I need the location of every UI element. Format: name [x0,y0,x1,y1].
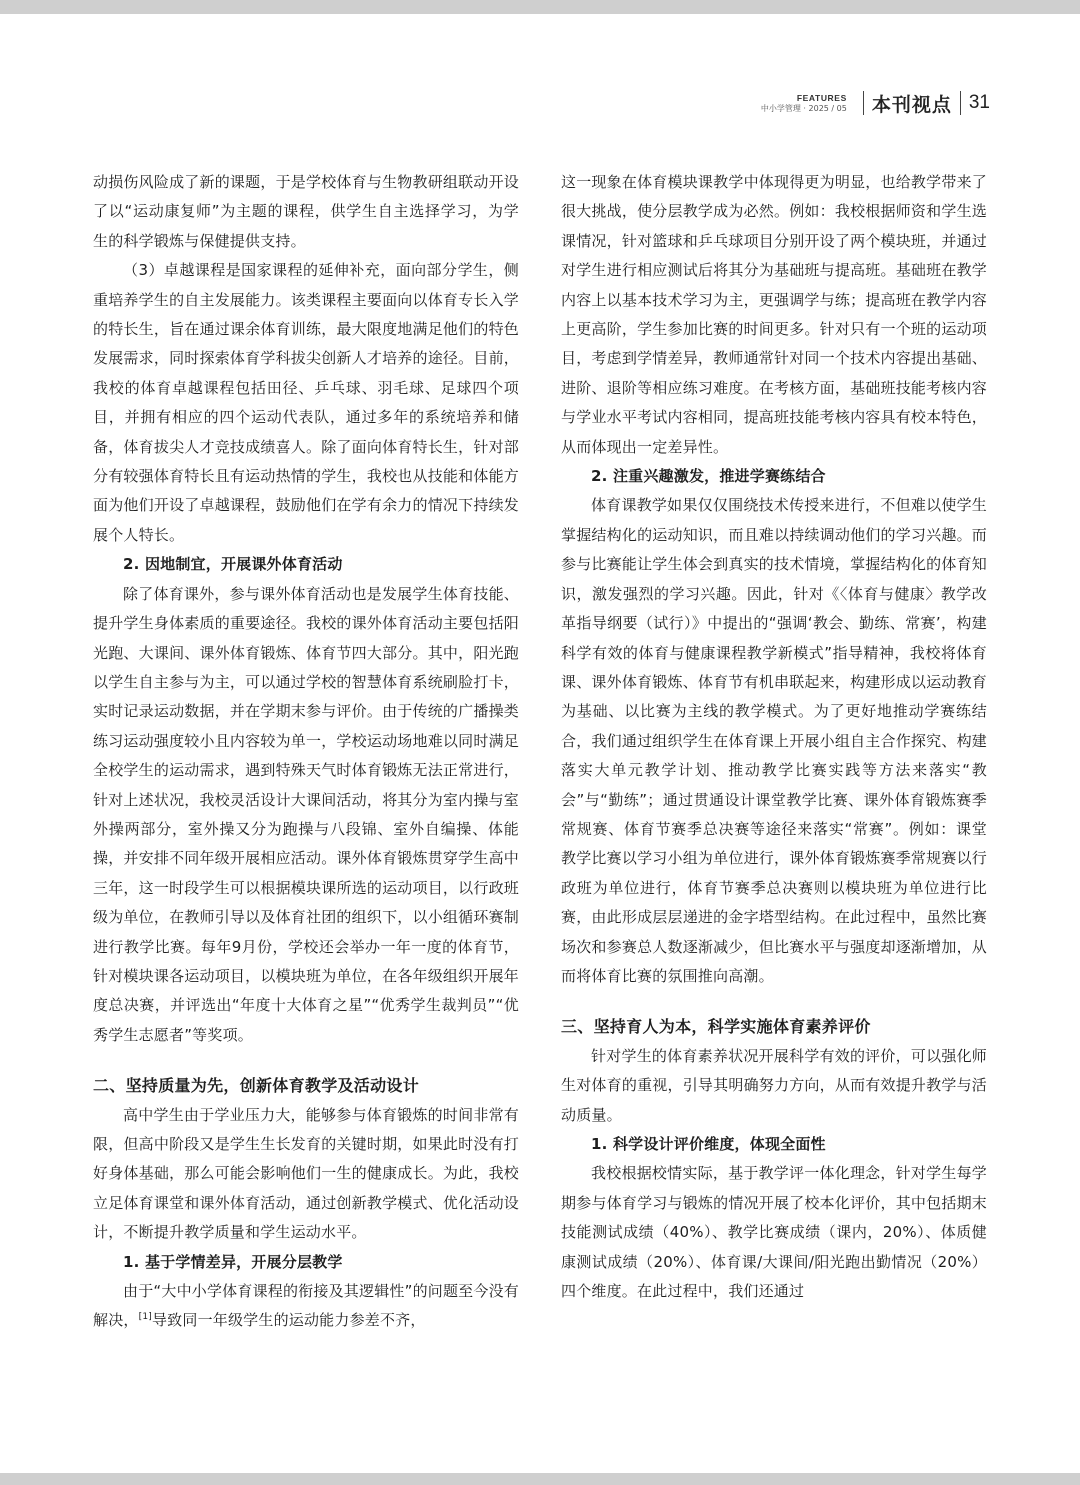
section-title: 本刊视点 [871,93,952,116]
left-column [93,168,519,1336]
right-column [561,168,987,1306]
spacer [561,991,987,1012]
footnote-ref: [1] [138,1312,152,1323]
paragraph-text: 由于“大中小学体育课程的衔接及其逻辑性”的问题至今没有解决， [93,1282,519,1330]
running-header [761,88,990,118]
page-number: 31 [968,92,990,113]
header-divider [960,91,961,115]
features-label: FEATURES [796,92,847,103]
paragraph-text: 导致同一年级学生的运动能力参差不齐， [151,1311,426,1330]
paragraph: 除了体育课外，参与课外体育活动也是发展学生体育技能、提升学生身体素质的重要途径。我校的课外体育活动主要包括阳光跑、大课间、课外体育锻炼、体育节四大部分。其中，阳光跑以学生自主参与为主，可以通过学校的智慧体育系统刷脸打卡，实时记录运动数据，并在学期末参与评价。由于传统的广播操类练习运动强度较小且内容较为单一，学校运动场地难以同时满足全校学生的运动需求，遇到特殊天气时体育锻炼无法正常进行，针对上述状况，我校灵活设计大课间活动，将其分为室内操与室外操两部分，室外操又分为跑操与八段锦、室外自编操、体能操，并安排不同年级开展相应活动。课外体育锻炼贯穿学生高中三年，这一时段学生可以根据模块课所选的运动项目，以行政班级为单位，在教师引导以及体育社团的组织下，以小组循环赛制进行教学比赛。每年9月份，学校还会举办一年一度的体育节，针对模块课各运动项目，以模块班为单位，在各年级组织开展年度总决赛，并评选出“年度十大体育之星”“优秀学生裁判员”“优秀学生志愿者”等奖项。 [93,584,519,1044]
journal-info [761,93,847,114]
paragraph [93,1277,519,1336]
paragraph: 我校根据校情实际，基于教学评一体化理念，针对学生每学期参与体育学习与锻炼的情况开展了校本化评价，其中包括期末技能测试成绩（40%）、教学比赛成绩（课内，20%）、体质健康测试成绩（20%）、体育课/大课间/阳光跑出勤情况（20%）四个维度。在此过程中，我们还通过 [561,1164,987,1301]
subsection-heading: 2. 注重兴趣激发，推进学赛练结合 [591,467,826,486]
section-heading: 三、坚持育人为本，科学实施体育素养评价 [561,1017,871,1037]
paragraph: 高中学生由于学业压力大，能够参与体育锻炼的时间非常有限，但高中阶段又是学生生长发育的关键时期，如果此时没有打好身体基础，那么可能会影响他们一生的健康成长。为此，我校立足体育课堂和课外体育活动，通过创新教学模式、优化活动设计，不断提升教学质量和学生运动水平。 [93,1105,519,1242]
bottom-border [0,1473,1080,1485]
paragraph: 动损伤风险成了新的课题，于是学校体育与生物教研组联动开设了以“运动康复师”为主题的课程，供学生自主选择学习，为学生的科学锻炼与保健提供支持。 [93,173,519,250]
paragraph: 针对学生的体育素养状况开展科学有效的评价，可以强化师生对体育的重视，引导其明确努力方向，从而有效提升教学与活动质量。 [561,1046,987,1124]
subsection-heading: 2. 因地制宜，开展课外体育活动 [123,555,343,574]
paragraph: 体育课教学如果仅仅围绕技术传授来进行，不但难以使学生掌握结构化的运动知识，而且难以持续调动他们的学习兴趣。而参与比赛能让学生体会到真实的技术情境，掌握结构化的体育知识，激发强烈的学习兴趣。因此，针对《〈体育与健康〉教学改革指导纲要（试行）》中提出的“强调‘教会、勤练、常赛’，构建科学有效的体育与健康课程教学新模式”指导精神，我校将体育课、课外体育锻炼、体育节有机串联起来，构建形成以运动教育为基础、以比赛为主线的教学模式。为了更好地推动学赛练结合，我们通过组织学生在体育课上开展小组自主合作探究、构建落实大单元教学计划、推动教学比赛实践等方法来落实“教会”与“勤练”；通过贯通设计课堂教学比赛、课外体育锻炼赛季常规赛、体育节赛季总决赛等途径来落实“常赛”。例如：课堂教学比赛以学习小组为单位进行，课外体育锻炼赛季常规赛以行政班为单位进行，体育节赛季总决赛则以模块班为单位进行比赛，由此形成层层递进的金字塔型结构。在此过程中，虽然比赛场次和参赛总人数逐渐减少，但比赛水平与强度却逐渐增加，从而将体育比赛的氛围推向高潮。 [561,496,987,985]
paragraph: （3）卓越课程是国家课程的延伸补充，面向部分学生，侧重培养学生的自主发展能力。该类课程主要面向以体育专长入学的特长生，旨在通过课余体育训练，最大限度地满足他们的特色发展需求，同时探索体育学科拔尖创新人才培养的途径。目前，我校的体育卓越课程包括田径、乒乓球、羽毛球、足球四个项目，并拥有相应的四个运动代表队，通过多年的系统培养和储备，体育拔尖人才竞技成绩喜人。除了面向体育特长生，针对部分有较强体育特长且有运动热情的学生，我校也从技能和体能方面为他们开设了卓越课程，鼓励他们在学有余力的情况下持续发展个人特长。 [93,261,519,544]
spacer [93,1050,519,1071]
header-divider [863,91,864,115]
subsection-heading: 1. 科学设计评价维度，体现全面性 [591,1135,826,1153]
paragraph: 这一现象在体育模块课教学中体现得更为明显，也给教学带来了很大挑战，使分层教学成为必然。例如：我校根据师资和学生选课情况，针对篮球和乒乓球项目分别开设了两个模块班，并通过对学生进行相应测试后将其分为基础班与提高班。基础班在教学内容上以基本技术学习为主，更强调学与练；提高班在教学内容上更高阶，学生参加比赛的时间更多。针对只有一个班的运动项目，考虑到学情差异，教师通常针对同一个技术内容提出基础、进阶、退阶等相应练习难度。在考核方面，基础班技能考核内容与学业水平考试内容相同，提高班技能考核内容具有校本特色，从而体现出一定差异性。 [561,173,987,456]
journal-issue: 中小学管理 · 2025 / 05 [760,103,847,113]
subsection-heading: 1. 基于学情差异，开展分层教学 [123,1252,343,1271]
section-heading: 二、坚持质量为先，创新体育教学及活动设计 [93,1076,420,1096]
top-border [0,0,1080,14]
